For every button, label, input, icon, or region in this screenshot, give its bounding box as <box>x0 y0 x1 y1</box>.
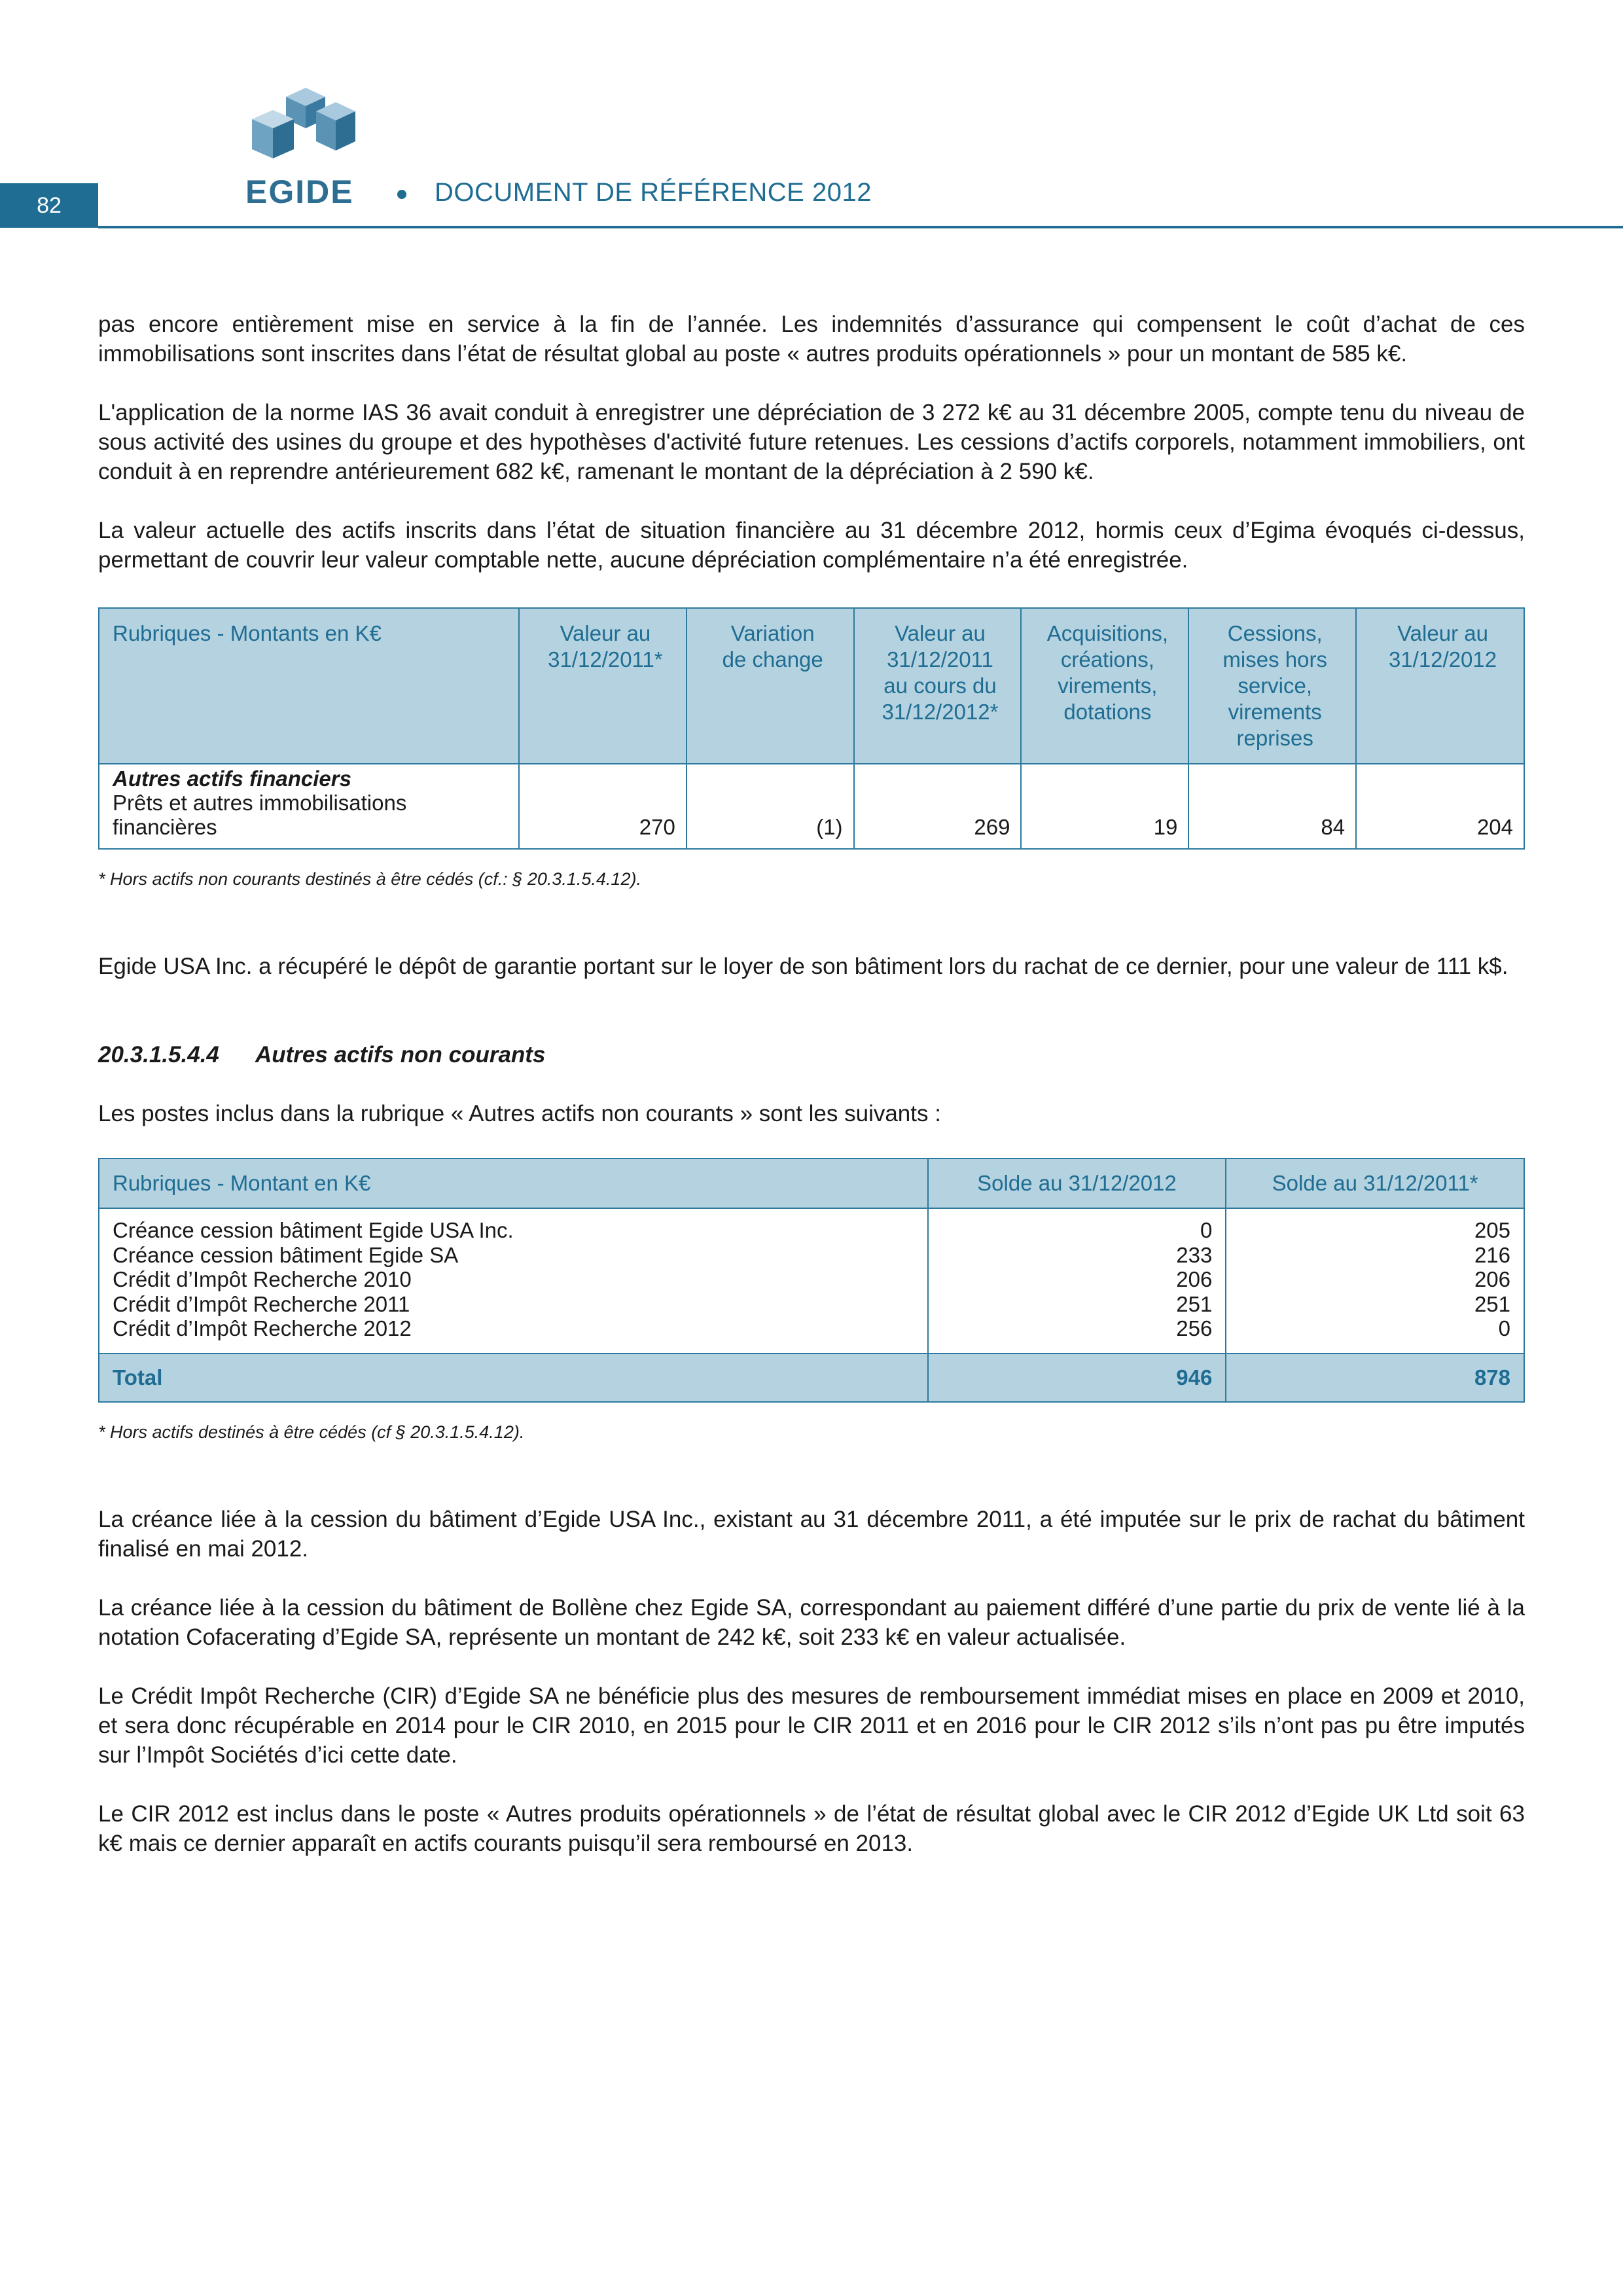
autres-actifs-non-courants-table <box>98 1158 1525 1403</box>
header-solde-2012: Solde au 31/12/2012 <box>928 1158 1226 1208</box>
header-rubriques: Rubriques - Montants en K€ <box>99 608 519 764</box>
paragraph-cir-egide-sa: Le Crédit Impôt Recherche (CIR) d’Egide SA ne bénéficie plus des mesures de remboursement immédiat mises en place en 2009 et 2010, et sera donc récupérable en 2014 pour le CIR 2010, en 2015 pour le CIR 2011 et en 2016 pour le CIR 2012 s’ils n’ont pas pu être imputés sur l’Impôt Sociétés d’ici cette date. <box>98 1683 1525 1768</box>
value-2012: 206 <box>1176 1267 1213 1291</box>
row-label: Créance cession bâtiment Egide USA Inc. <box>113 1218 514 1242</box>
value-2012: 256 <box>1176 1316 1213 1340</box>
row-label: Crédit d’Impôt Recherche 2011 <box>113 1291 410 1316</box>
table1-footnote: * Hors actifs non courants destinés à être cédés (cf.: § 20.3.1.5.4.12). <box>98 869 641 889</box>
value-2011: 0 <box>1498 1316 1510 1340</box>
row-label: Crédit d’Impôt Recherche 2010 <box>113 1267 412 1291</box>
header-acquisitions: Acquisitions, créations, virements, dotations <box>1021 608 1188 764</box>
paragraph-creance-bollene: La créance liée à la cession du bâtiment de Bollène chez Egide SA, correspondant au paiement différé d’une partie du prix de vente lié à la notation Cofacerating d’Egide SA, représente un montant de 242 k€, soit 233 k€ en valeur actualisée. <box>98 1594 1525 1650</box>
total-2011: 878 <box>1226 1354 1524 1402</box>
cell-valeur-2012: 204 <box>1356 764 1524 849</box>
cell-acquisitions: 19 <box>1021 764 1188 849</box>
header-variation-change: Variation de change <box>687 608 854 764</box>
table-header-row <box>99 608 1524 764</box>
table-header-row <box>99 1158 1524 1208</box>
cell-variation-change: (1) <box>687 764 854 849</box>
value-2011: 216 <box>1474 1242 1510 1267</box>
cell-valeur-cours: 269 <box>854 764 1022 849</box>
brand-text: EGIDE <box>245 173 354 209</box>
section-title: Autres actifs non courants <box>255 1042 546 1067</box>
value-2012: 0 <box>1200 1218 1213 1242</box>
paragraph-egide-usa: Egide USA Inc. a récupéré le dépôt de garantie portant sur le loyer de son bâtiment lors du rachat de ce dernier, pour une valeur de 111 k$. <box>98 954 1508 979</box>
total-2012: 946 <box>928 1354 1226 1402</box>
header-cessions: Cessions, mises hors service, virements reprises <box>1188 608 1356 764</box>
header-rubriques: Rubriques - Montant en K€ <box>99 1158 928 1208</box>
total-row <box>99 1354 1524 1402</box>
row-label: Crédit d’Impôt Recherche 2012 <box>113 1316 412 1340</box>
table2-footnote: * Hors actifs destinés à être cédés (cf § 20.3.1.5.4.12). <box>98 1422 525 1442</box>
document-title: DOCUMENT DE RÉFÉRENCE 2012 <box>435 178 872 207</box>
table-row <box>99 1208 1524 1354</box>
row-label <box>99 764 519 849</box>
paragraph-cir-2012: Le CIR 2012 est inclus dans le poste « Autres produits opérationnels » de l’état de résultat global avec le CIR 2012 d’Egide UK Ltd soit 63 k€ mais ce dernier apparaît en actifs courants puisqu’il sera remboursé en 2013. <box>98 1801 1525 1856</box>
header-solde-2011: Solde au 31/12/2011* <box>1226 1158 1524 1208</box>
autres-actifs-financiers-table <box>98 607 1525 850</box>
solde-2012-cell <box>928 1208 1226 1354</box>
paragraph-creance-usa: La créance liée à la cession du bâtiment d’Egide USA Inc., existant au 31 décembre 2011, a été imputée sur le prix de rachat du bâtiment finalisé en mai 2012. <box>98 1506 1525 1562</box>
header-valeur-cours: Valeur au 31/12/2011 au cours du 31/12/2012* <box>854 608 1022 764</box>
header-rule <box>98 226 1623 228</box>
value-2011: 205 <box>1474 1218 1510 1242</box>
row-item-label: Prêts et autres immobilisations financières <box>113 791 407 839</box>
page-content <box>98 310 1525 1858</box>
row-group-label: Autres actifs financiers <box>113 766 351 791</box>
table-row <box>99 764 1524 849</box>
page-number: 82 <box>0 183 98 228</box>
section-number: 20.3.1.5.4.4 <box>98 1042 219 1067</box>
value-2012: 251 <box>1176 1291 1213 1316</box>
paragraph-ias36: L'application de la norme IAS 36 avait conduit à enregistrer une dépréciation de 3 272 k€ au 31 décembre 2005, compte tenu du niveau de sous activité des usines du groupe et des hypothèses d'activité future retenues. Les cessions d’actifs corporels, notamment immobiliers, ont conduit à en reprendre antérieurement 682 k€, ramenant le montant de la dépréciation à 2 590 k€. <box>98 400 1525 484</box>
header-bullet <box>397 190 406 199</box>
header-valeur-2012: Valeur au 31/12/2012 <box>1356 608 1524 764</box>
value-2011: 251 <box>1474 1291 1510 1316</box>
paragraph-insurance: pas encore entièrement mise en service à la fin de l’année. Les indemnités d’assurance qui compensent le coût d’achat de ces immobilisations sont inscrites dans l’état de résultat global au poste « autres produits opérationnels » pour un montant de 585 k€. <box>98 312 1525 367</box>
egide-logo <box>245 85 366 209</box>
section-heading <box>98 1040 1525 1069</box>
header-valeur-2011: Valeur au 31/12/2011* <box>519 608 687 764</box>
paragraph-postes: Les postes inclus dans la rubrique « Autres actifs non courants » sont les suivants : <box>98 1101 941 1126</box>
row-label: Créance cession bâtiment Egide SA <box>113 1242 459 1267</box>
solde-2011-cell <box>1226 1208 1524 1354</box>
cell-cessions: 84 <box>1188 764 1356 849</box>
total-label: Total <box>99 1354 928 1402</box>
row-labels-cell <box>99 1208 928 1354</box>
paragraph-valeur-actuelle: La valeur actuelle des actifs inscrits dans l’état de situation financière au 31 décembre 2012, hormis ceux d’Egima évoqués ci-dessus, permettant de couvrir leur valeur comptable nette, aucune dépréciation complémentaire n’a été enregistrée. <box>98 518 1525 573</box>
value-2011: 206 <box>1474 1267 1510 1291</box>
value-2012: 233 <box>1176 1242 1213 1267</box>
cell-valeur-2011: 270 <box>519 764 687 849</box>
